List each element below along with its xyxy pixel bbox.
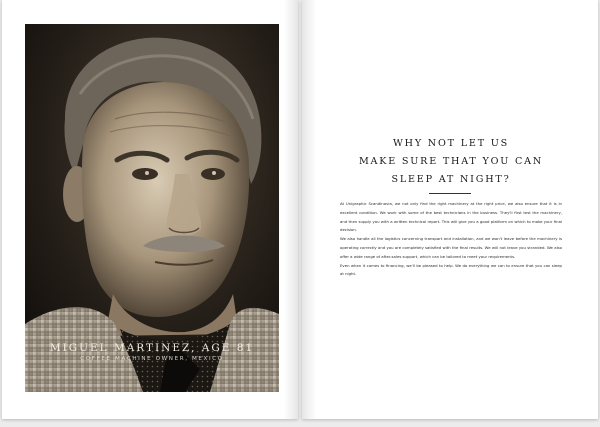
caption-subtitle: COFFEE MACHINE OWNER, MEXICO bbox=[80, 356, 224, 362]
right-page bbox=[302, 0, 598, 419]
body-paragraph: Even when it comes to financing, we'll be pleased to help. We do everything we can to ensure that you can sleep at night. bbox=[340, 262, 562, 277]
divider-rule bbox=[429, 193, 471, 194]
headline-line: WHY NOT LET US bbox=[393, 138, 509, 149]
body-paragraph: At Unigraphic Scandinavia, we not only find the right machinery at the right price, we also ensure that it is in excellent condition. We work with some of the best technicians in the business. They'll first test the machinery, and then supply you with a written technical report. This will give you a good platform on which to make your final decision. bbox=[340, 201, 562, 233]
portrait-image bbox=[25, 24, 279, 392]
caption-name: MIGUEL MARTINEZ, AGE 81 bbox=[49, 342, 255, 354]
body-copy bbox=[340, 200, 562, 279]
portrait-photo bbox=[25, 24, 279, 392]
left-page bbox=[2, 0, 298, 419]
gutter-shadow bbox=[302, 0, 316, 419]
body-paragraph: We also handle all the logistics concerning transport and installation, and we won't leave before the machinery is operating correctly and you are completely satisfied with the final results. We will not leave you stranded. We also offer a wide range of after-sales support, which can be tailored to meet your requirements. bbox=[340, 236, 562, 259]
photo-caption bbox=[25, 342, 279, 364]
headline bbox=[342, 135, 560, 189]
headline-line: SLEEP AT NIGHT? bbox=[391, 174, 511, 185]
headline-line: MAKE SURE THAT YOU CAN bbox=[358, 156, 544, 167]
gutter-shadow bbox=[284, 0, 298, 419]
